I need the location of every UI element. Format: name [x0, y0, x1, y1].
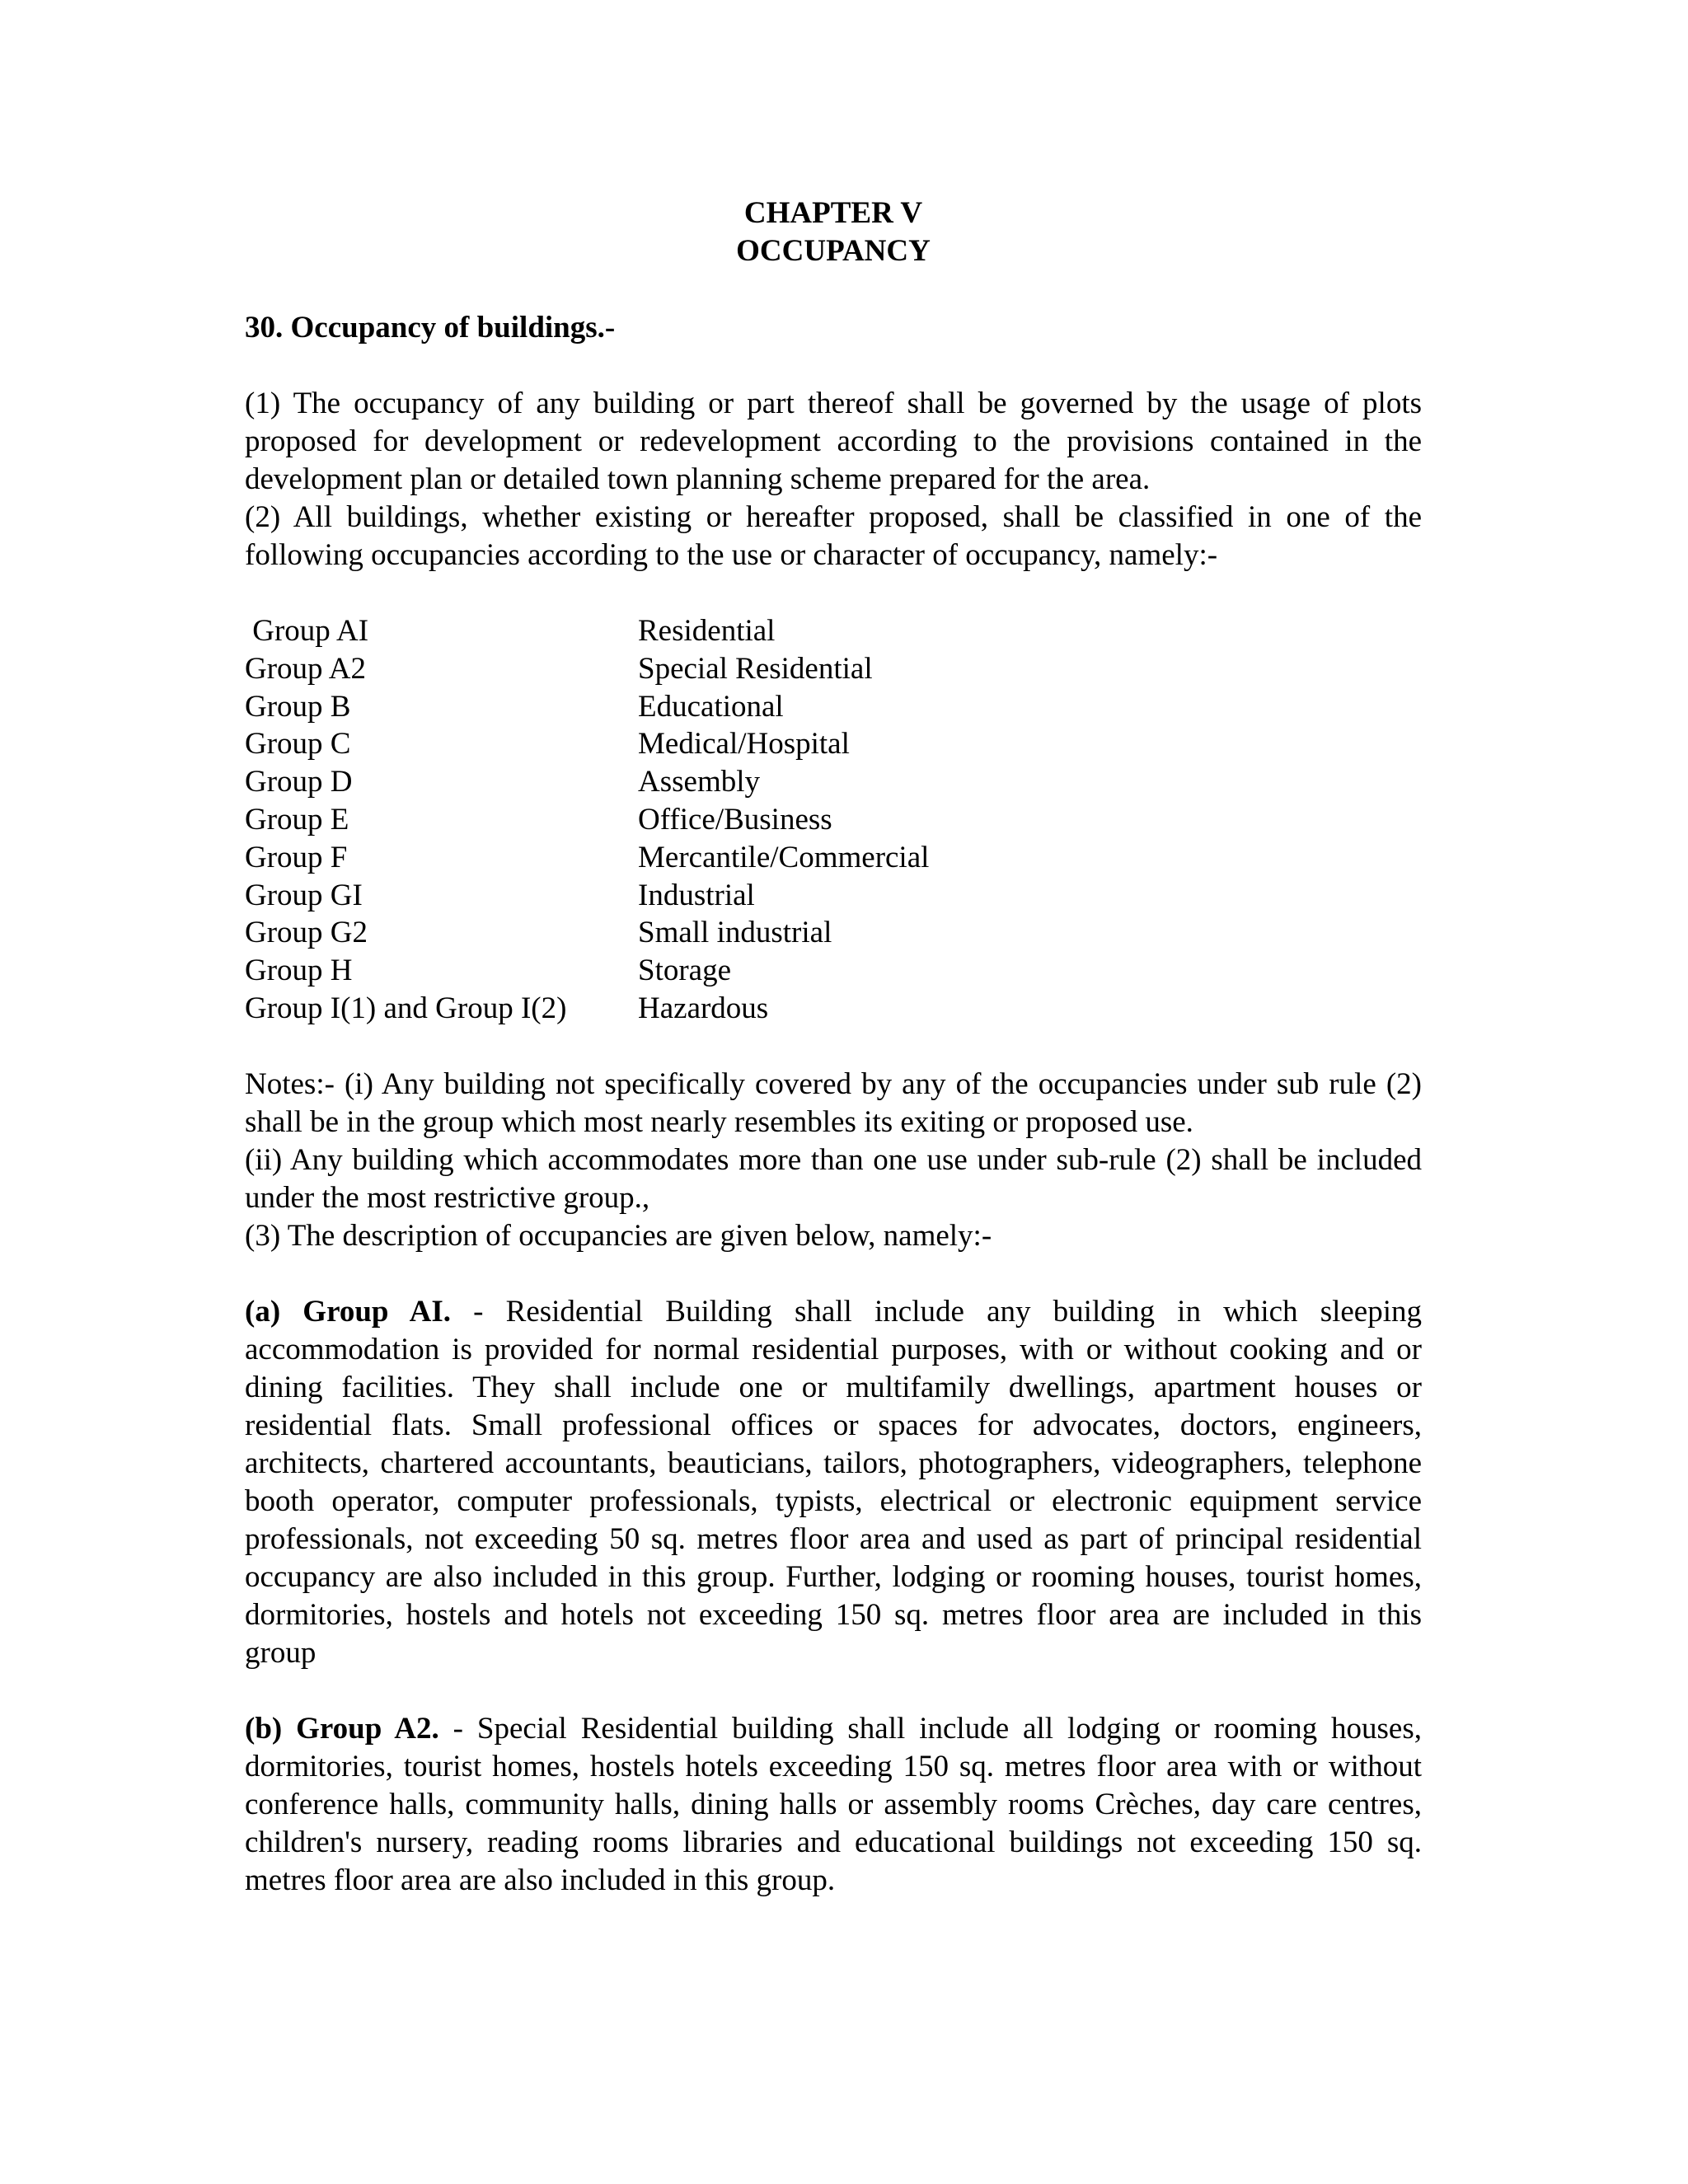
occupancy-use: Hazardous	[638, 991, 769, 1025]
occupancy-use: Small industrial	[638, 916, 832, 950]
spacer	[245, 270, 1422, 309]
description-group-a1	[245, 1293, 1422, 1672]
spacer	[245, 574, 1422, 612]
description-text: - Special Residential building shall include all lodging or rooming houses, dormitories, tourist homes, hostels hotels exceeding 150 sq. metres floor area with or without conference halls, community halls, dining halls or assembly rooms Crèches, day care centres, children's nursery, reading rooms libraries and educational buildings not exceeding 150 sq. metres floor area are also included in this group.	[245, 1711, 1423, 1897]
occupancy-group: Group C	[245, 727, 351, 762]
occupancy-group: Group G2	[245, 916, 368, 950]
occupancy-use: Educational	[638, 689, 784, 724]
description-lead: (b) Group A2.	[245, 1711, 439, 1746]
spacer	[245, 347, 1422, 385]
occupancy-group: Group B	[245, 689, 351, 724]
note-1: Notes:- (i) Any building not specifically covered by any of the occupancies under sub rule (2) shall be in the group which most nearly resembles its exiting or proposed use.	[245, 1066, 1422, 1139]
spacer	[245, 1255, 1422, 1293]
occupancy-use: Residential	[638, 614, 776, 648]
occupancy-group: Group A2	[245, 651, 366, 686]
occupancy-use: Mercantile/Commercial	[638, 840, 930, 874]
occupancy-use: Storage	[638, 954, 732, 988]
occupancy-group: Group I(1) and Group I(2)	[245, 991, 567, 1025]
description-text: - Residential Building shall include any building in which sleeping accommodation is provided for normal residential purposes, with or without cooking and or dining facilities. They shall include one or multifamily dwellings, apartment houses or residential flats. Small professional offices or spaces for advocates, doctors, engineers, architects, chartered accountants, beauticians, tailors, photographers, videographers, telephone booth operator, computer professionals, typists, electrical or electronic equipment service professionals, not exceeding 50 sq. metres floor area and used as part of principal residential occupancy are also included in this group. Further, lodging or rooming houses, tourist homes, dormitories, hostels and hotels not exceeding 150 sq. metres floor area are included in this group	[245, 1294, 1422, 1670]
chapter-number: CHAPTER V	[743, 196, 923, 230]
description-lead: (a) Group AI.	[245, 1294, 451, 1329]
section-title: 30. Occupancy of buildings.-	[245, 311, 616, 344]
paragraph-2: (2) All buildings, whether existing or hereafter proposed, shall be classified in one of the following occupancies according to the use or character of occupancy, namely:-	[245, 500, 1422, 572]
chapter-title: OCCUPANCY	[736, 234, 931, 268]
spacer	[245, 1028, 1422, 1066]
occupancy-group: Group E	[245, 802, 349, 837]
occupancy-use: Industrial	[638, 878, 755, 912]
occupancy-table	[245, 612, 1422, 1028]
occupancy-group: Group H	[245, 954, 353, 988]
occupancy-use: Special Residential	[638, 651, 873, 686]
occupancy-group: Group D	[245, 765, 353, 799]
occupancy-use: Medical/Hospital	[638, 727, 850, 762]
note-2: (ii) Any building which accommodates more than one use under sub-rule (2) shall be included under the most restrictive group.,	[245, 1142, 1422, 1215]
document-page	[245, 194, 1422, 1900]
occupancy-group: Group GI	[245, 878, 363, 912]
spacer	[245, 1672, 1422, 1710]
paragraph-1: (1) The occupancy of any building or part thereof shall be governed by the usage of plots proposed for development or redevelopment according to the provisions contained in the development plan or detailed town planning scheme prepared for the area.	[245, 387, 1422, 496]
occupancy-group: Group AI	[245, 614, 369, 648]
occupancy-group: Group F	[245, 840, 348, 874]
note-3: (3) The description of occupancies are given below, namely:-	[245, 1218, 992, 1253]
occupancy-use: Assembly	[638, 765, 760, 799]
occupancy-use: Office/Business	[638, 802, 832, 837]
description-group-a2	[245, 1710, 1422, 1900]
